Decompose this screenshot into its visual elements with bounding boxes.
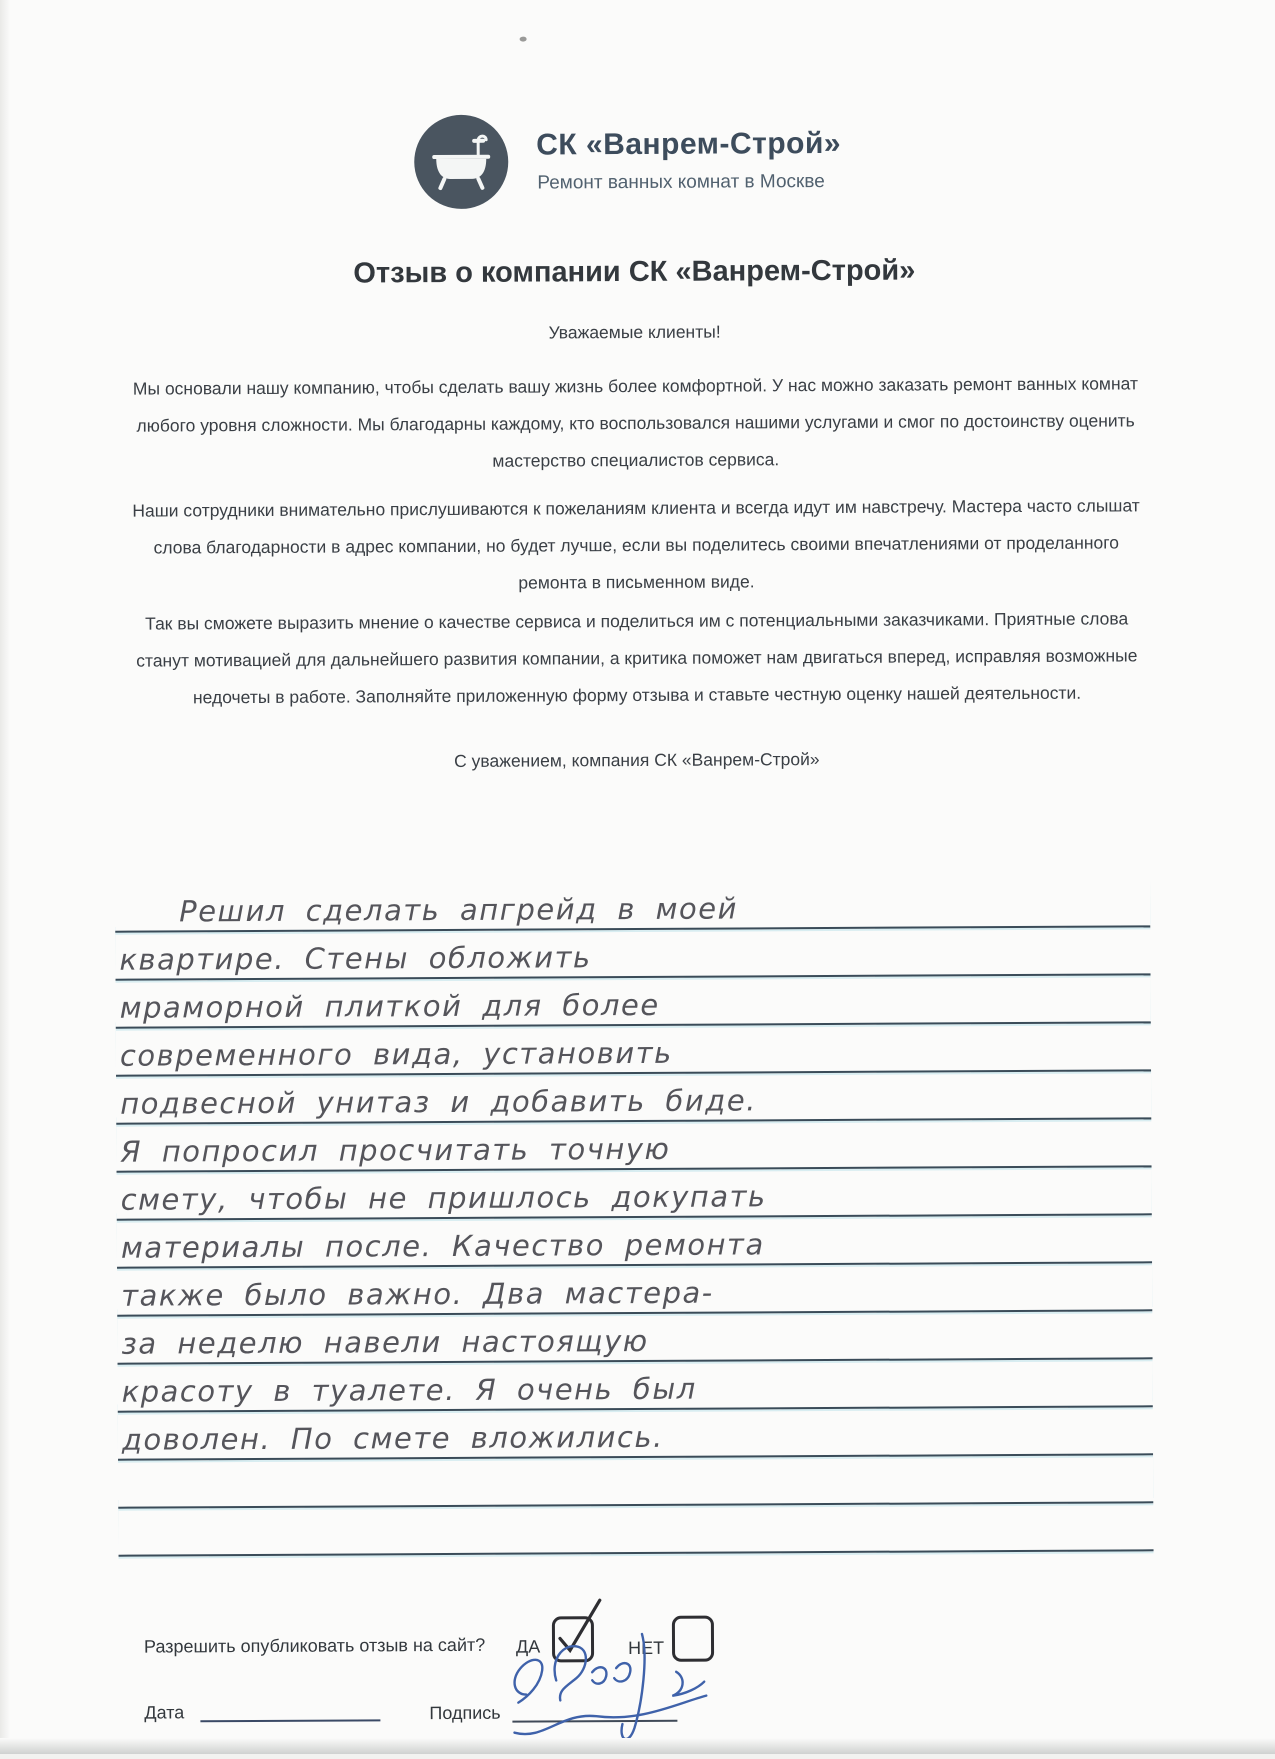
handwritten-text: подвесной унитаз и добавить биде. — [120, 1083, 757, 1121]
handwritten-text: за неделю навели настоящую — [121, 1323, 649, 1361]
handwritten-text: доволен. По смете вложились. — [121, 1419, 664, 1457]
handwritten-text: также было важно. Два мастера- — [121, 1275, 714, 1313]
review-line — [116, 1023, 1151, 1076]
review-line — [117, 1263, 1152, 1316]
review-line — [116, 1119, 1151, 1172]
handwritten-text: мраморной плиткой для более — [119, 987, 660, 1025]
bathtub-icon — [426, 129, 496, 195]
signature-label: Подпись — [429, 1702, 501, 1724]
company-name: СК «Ванрем-Строй» — [536, 126, 842, 162]
company-tagline: Ремонт ванных комнат в Москве — [537, 171, 825, 194]
handwritten-text: красоту в туалете. Я очень был — [121, 1371, 697, 1409]
review-line — [118, 1407, 1153, 1460]
publish-question-label: Разрешить опубликовать отзыв на сайт? — [143, 1634, 486, 1657]
handwritten-text: квартире. Стены обложить — [119, 940, 592, 977]
review-line — [117, 1215, 1152, 1268]
handwritten-text: смету, чтобы не пришлось докупать — [120, 1179, 767, 1217]
review-text-area — [115, 879, 1154, 1556]
greeting-line: Уважаемые клиенты! — [548, 321, 721, 343]
intro-paragraph-1: Мы основали нашу компанию, чтобы сделать вашу жизнь более комфортной. У нас можно заказать ремонт ванных комнат любого уровня сложности. Мы благодарны каждому, кто воспользовался нашими услугами и смог по достоинству оценить мастерство специалистов сервиса. — [132, 373, 1139, 471]
handwritten-text: материалы после. Качество ремонта — [120, 1227, 765, 1265]
handwritten-signature — [500, 1616, 721, 1757]
scan-speck — [520, 37, 527, 42]
yes-label: ДА — [515, 1636, 541, 1657]
scan-edge-bottom — [0, 1738, 1275, 1754]
handwritten-text: современного вида, установить — [119, 1035, 673, 1073]
handwritten-text: Решил сделать апгрейд в моей — [179, 891, 739, 929]
signoff-line: С уважением, компания СК «Ванрем-Строй» — [454, 749, 820, 771]
review-line-empty — [118, 1503, 1153, 1556]
review-line — [117, 1311, 1152, 1364]
page-title: Отзыв о компании СК «Ванрем-Строй» — [353, 254, 916, 290]
intro-paragraph-2: Наши сотрудники внимательно прислушиваются к пожеланиям клиента и всегда идут им навстречу. Мастера часто слышат слова благодарности в адрес компании, но будет лучше, если вы поделитесь своими впечатлениями от проделанного ремонта в письменном виде. — [132, 495, 1140, 593]
review-line — [115, 879, 1150, 932]
review-line — [118, 1359, 1153, 1412]
company-logo — [414, 115, 508, 209]
date-blank-line — [200, 1691, 380, 1722]
no-label: НЕТ — [627, 1637, 665, 1659]
date-label: Дата — [144, 1702, 185, 1723]
review-line — [116, 975, 1151, 1028]
scan-edge-left — [0, 0, 10, 1754]
review-line — [117, 1167, 1152, 1220]
handwritten-text: Я попросил просчитать точную — [120, 1131, 671, 1169]
review-line — [116, 1071, 1151, 1124]
review-line-empty — [118, 1455, 1153, 1508]
intro-paragraph-3: Так вы сможете выразить мнение о качестве сервиса и поделиться им с потенциальными заказчиками. Приятные слова станут мотивацией для дальнейшего развития компании, а критика поможет нам двигаться вперед, исправляя возможные недочеты в работе. Заполняйте приложенную форму отзыва и ставьте честную оценку нашей деятельности. — [136, 608, 1138, 708]
review-line — [115, 927, 1150, 980]
